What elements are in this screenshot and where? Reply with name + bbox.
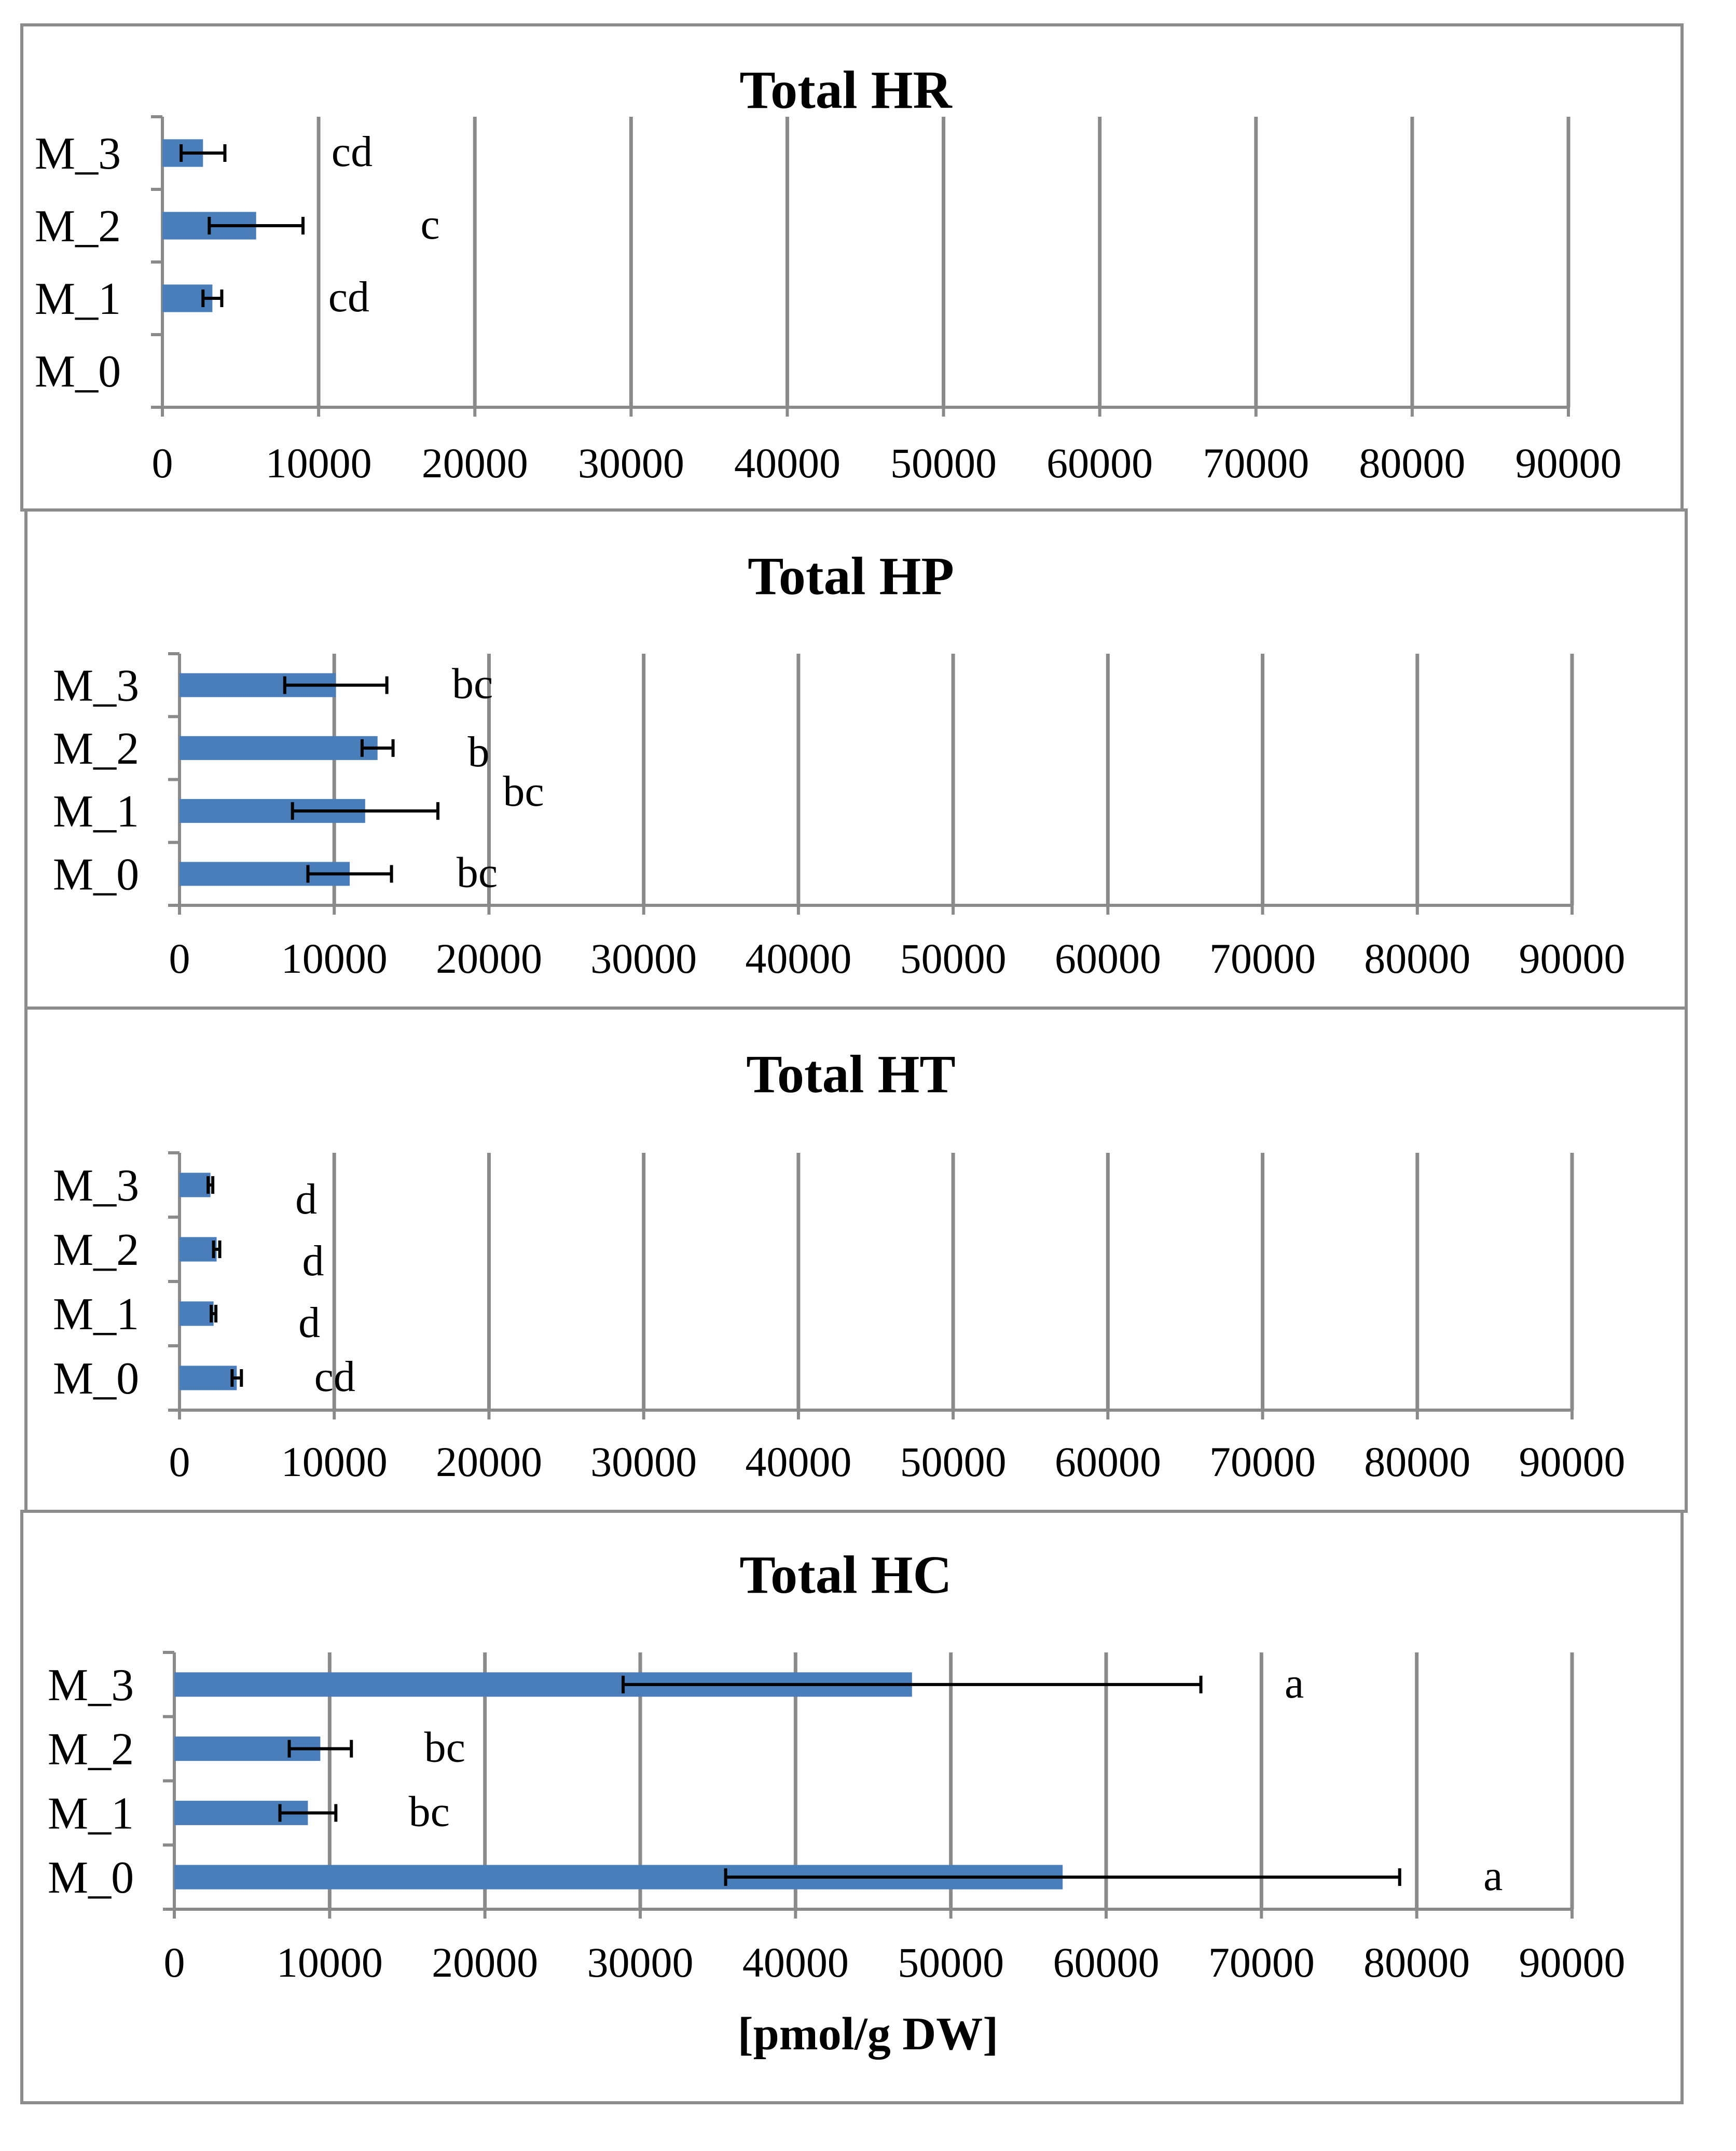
significance-label: d xyxy=(302,1237,324,1285)
bar xyxy=(180,736,378,760)
significance-label: bc xyxy=(456,848,498,897)
x-tick-label: 60000 xyxy=(1054,935,1161,982)
category-label: M_2 xyxy=(52,723,140,774)
significance-label: bc xyxy=(451,659,493,708)
x-tick-label: 30000 xyxy=(590,1438,697,1485)
category-label: M_3 xyxy=(52,1161,140,1211)
category-label: M_0 xyxy=(47,1853,134,1904)
category-label: M_3 xyxy=(47,1660,134,1711)
x-tick-label: 10000 xyxy=(281,935,388,982)
category-label: M_1 xyxy=(52,787,140,837)
x-tick-label: 10000 xyxy=(281,1438,388,1485)
x-tick-label: 50000 xyxy=(900,1438,1007,1485)
panel-total-hp xyxy=(26,510,1686,1008)
x-tick-label: 40000 xyxy=(745,935,852,982)
bar xyxy=(180,1237,217,1261)
x-tick-label: 70000 xyxy=(1209,1438,1316,1485)
x-tick-label: 70000 xyxy=(1203,439,1310,487)
panel-total-hr xyxy=(22,25,1682,510)
x-tick-label: 30000 xyxy=(577,439,684,487)
x-tick-label: 80000 xyxy=(1359,439,1466,487)
bar xyxy=(180,1301,214,1326)
x-tick-label: 60000 xyxy=(1046,439,1153,487)
x-tick-label: 30000 xyxy=(587,1939,694,1986)
significance-label: bc xyxy=(503,767,544,816)
category-label: M_0 xyxy=(52,849,140,900)
category-label: M_0 xyxy=(34,347,121,397)
x-tick-label: 40000 xyxy=(734,439,841,487)
x-tick-label: 0 xyxy=(163,1939,185,1986)
panel-total-ht xyxy=(26,1008,1686,1511)
category-label: M_3 xyxy=(52,660,140,711)
x-tick-label: 20000 xyxy=(432,1939,539,1986)
significance-label: cd xyxy=(314,1353,355,1401)
x-tick-label: 0 xyxy=(151,439,173,487)
x-tick-label: 80000 xyxy=(1364,1438,1471,1485)
x-tick-label: 10000 xyxy=(265,439,372,487)
x-axis-title: [pmol/g DW] xyxy=(737,2008,999,2060)
category-label: M_2 xyxy=(34,201,121,252)
significance-label: c xyxy=(420,200,440,249)
significance-label: bc xyxy=(424,1723,465,1772)
x-tick-label: 70000 xyxy=(1209,935,1316,982)
x-tick-label: 90000 xyxy=(1519,1939,1625,1986)
category-label: M_1 xyxy=(52,1289,140,1340)
significance-label: cd xyxy=(331,128,373,176)
x-tick-label: 30000 xyxy=(590,935,697,982)
category-label: M_3 xyxy=(34,129,121,179)
category-label: M_0 xyxy=(52,1354,140,1404)
x-tick-label: 60000 xyxy=(1053,1939,1160,1986)
x-tick-label: 90000 xyxy=(1519,935,1625,982)
x-tick-label: 0 xyxy=(169,935,190,982)
significance-label: cd xyxy=(328,273,370,321)
significance-label: b xyxy=(467,727,490,776)
category-label: M_2 xyxy=(52,1225,140,1275)
category-label: M_1 xyxy=(34,274,121,324)
x-tick-label: 70000 xyxy=(1208,1939,1315,1986)
x-tick-label: 50000 xyxy=(890,439,997,487)
x-tick-label: 80000 xyxy=(1363,1939,1470,1986)
x-tick-label: 50000 xyxy=(900,935,1007,982)
significance-label: a xyxy=(1483,1852,1503,1900)
category-label: M_1 xyxy=(47,1788,134,1839)
significance-label: d xyxy=(298,1299,321,1347)
x-tick-label: 0 xyxy=(169,1438,190,1485)
significance-label: d xyxy=(295,1175,318,1223)
x-tick-label: 40000 xyxy=(742,1939,849,1986)
x-tick-label: 20000 xyxy=(435,1438,542,1485)
x-tick-label: 40000 xyxy=(745,1438,852,1485)
x-tick-label: 10000 xyxy=(276,1939,383,1986)
significance-label: bc xyxy=(408,1787,450,1836)
x-tick-label: 80000 xyxy=(1364,935,1471,982)
x-tick-label: 20000 xyxy=(435,935,542,982)
chart-title: Total HT xyxy=(746,1044,956,1104)
x-tick-label: 60000 xyxy=(1054,1438,1161,1485)
significance-label: a xyxy=(1284,1659,1304,1707)
panel-total-hc xyxy=(22,1511,1682,2103)
x-tick-label: 90000 xyxy=(1515,439,1622,487)
x-tick-label: 20000 xyxy=(421,439,528,487)
bar xyxy=(180,1366,237,1390)
x-tick-label: 50000 xyxy=(898,1939,1004,1986)
x-tick-label: 90000 xyxy=(1519,1438,1625,1485)
chart-title: Total HC xyxy=(739,1545,952,1605)
chart-title: Total HP xyxy=(748,546,954,606)
chart-title: Total HR xyxy=(739,60,952,120)
category-label: M_2 xyxy=(47,1724,134,1775)
bar xyxy=(180,1173,211,1197)
